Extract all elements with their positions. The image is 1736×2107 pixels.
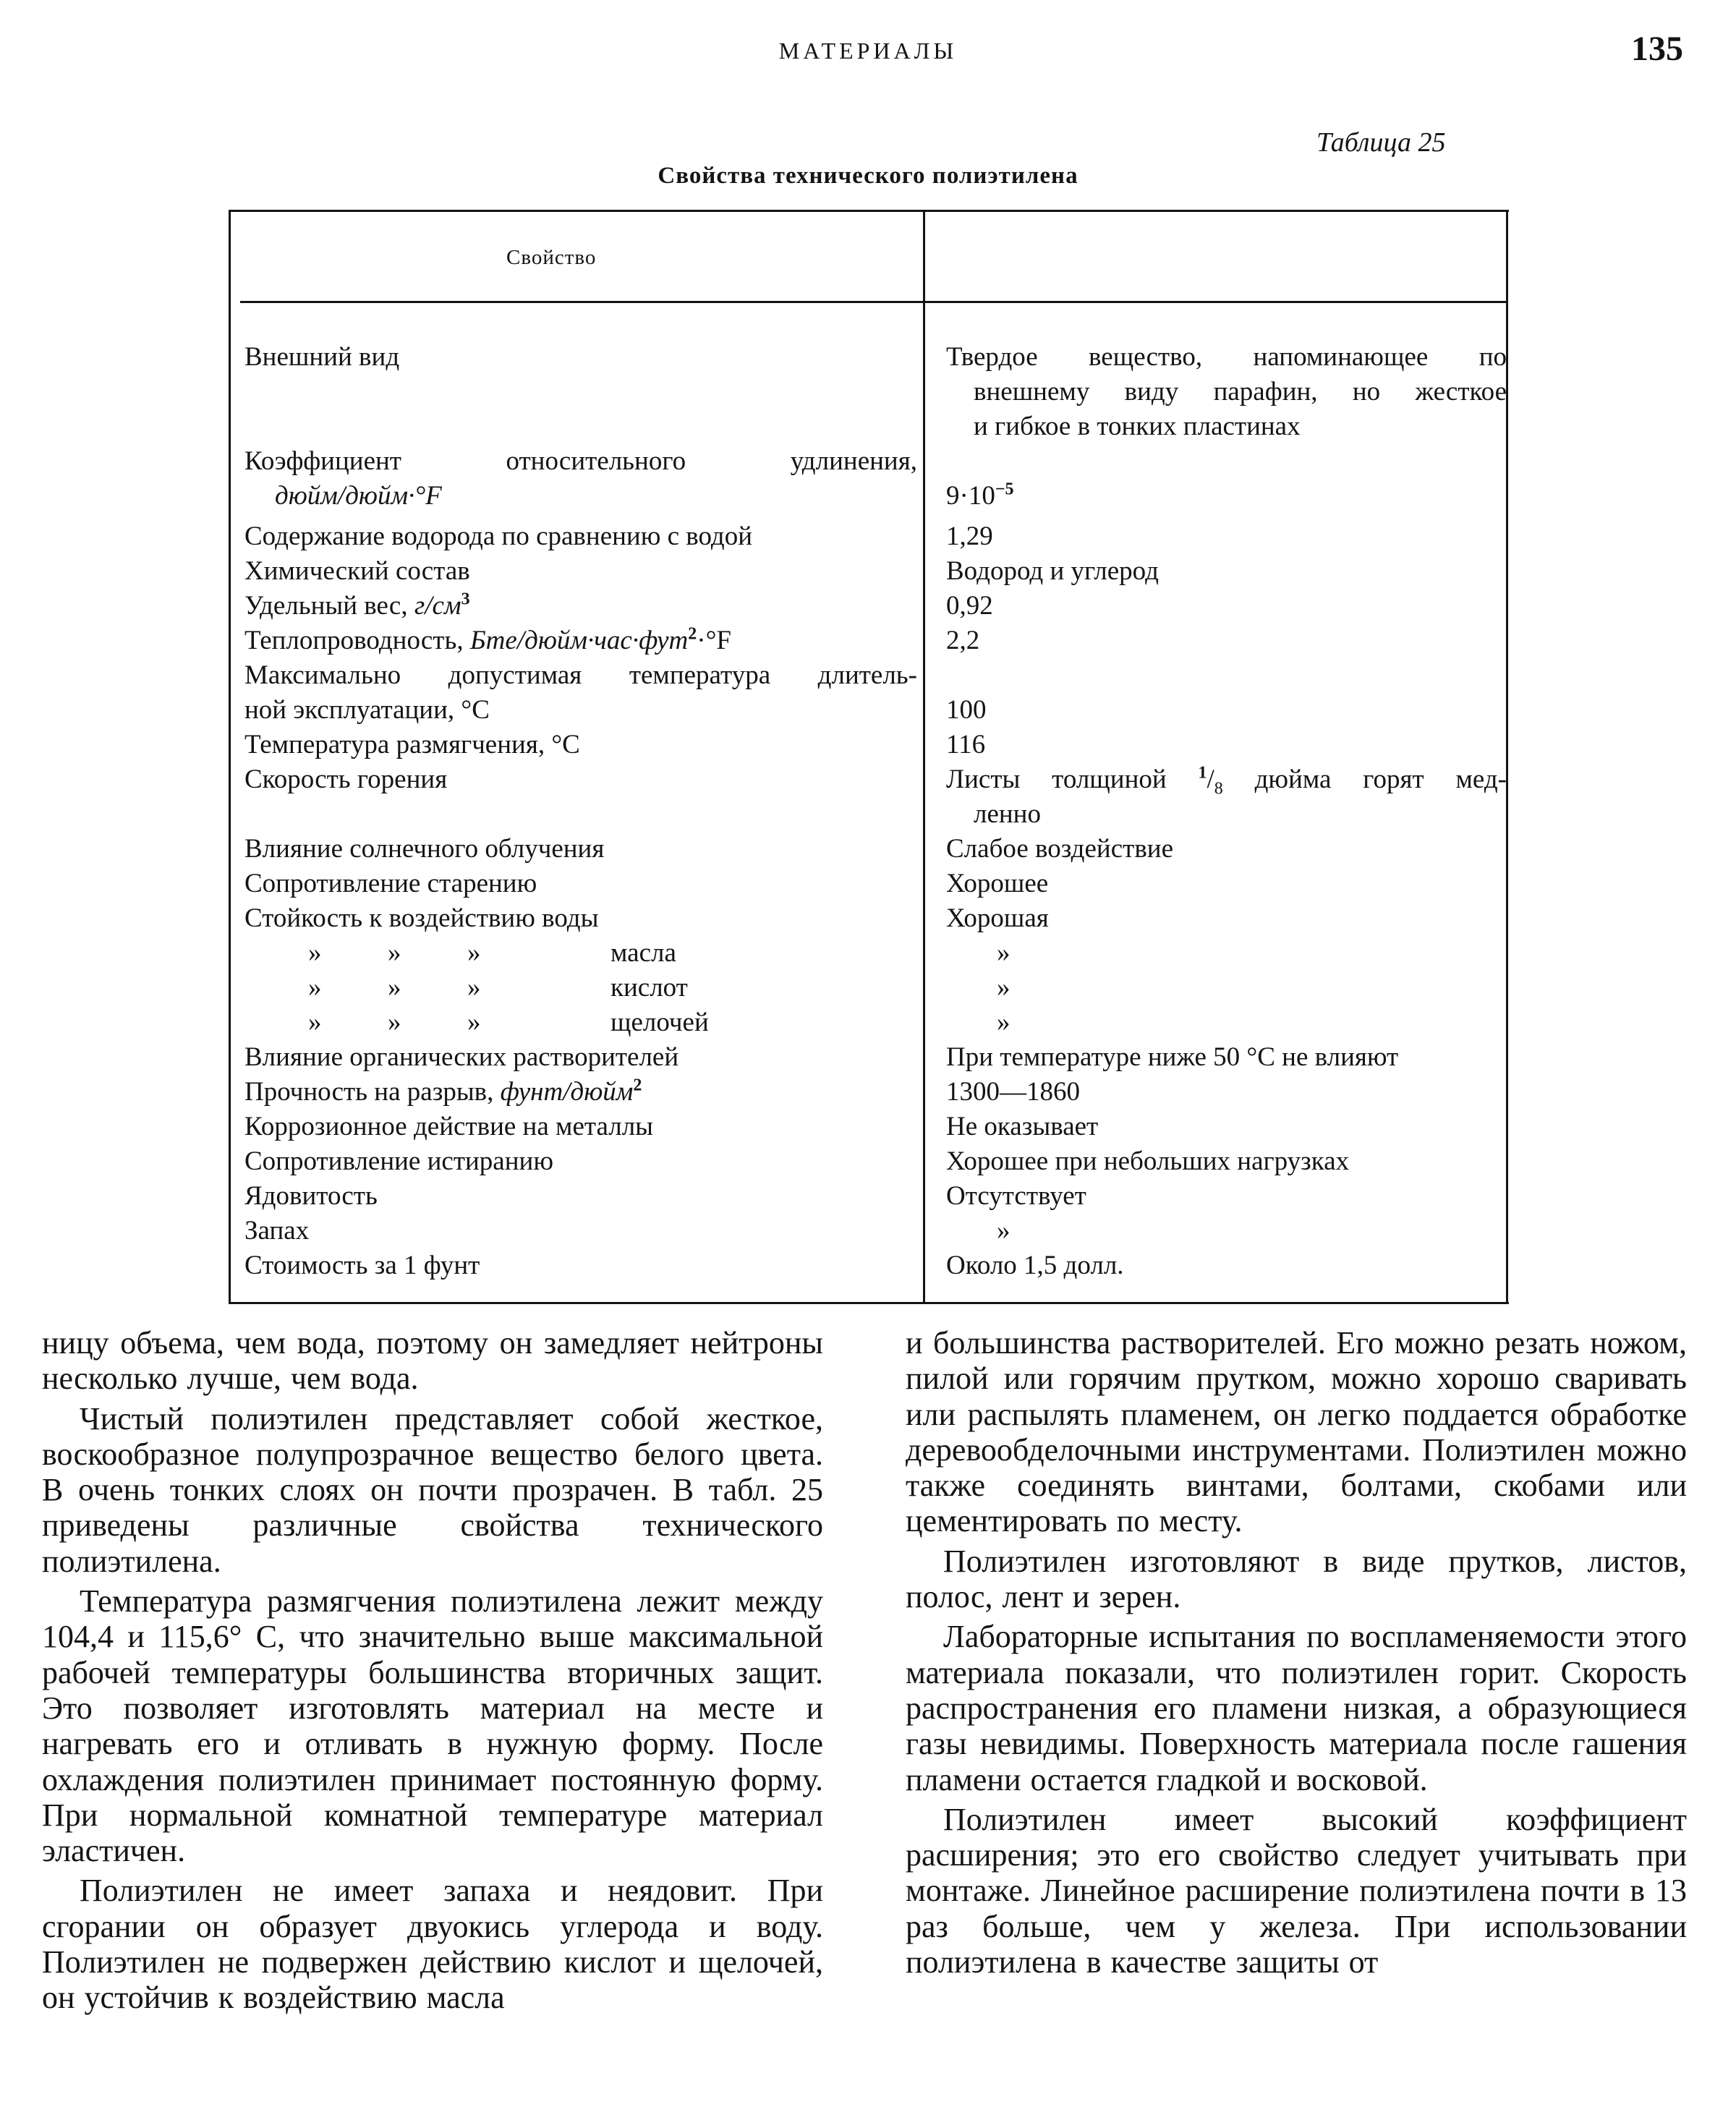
body-column-left bbox=[42, 1325, 823, 2020]
value-cell: Около 1,5 долл. bbox=[946, 1251, 1124, 1280]
property-cell: Химический состав bbox=[244, 556, 470, 586]
ditto-mark: » bbox=[388, 938, 401, 968]
paragraph: Чистый полиэтилен представляет собой жесткое, воскообразное полупрозрачное вещество белого цвета. В очень тонких слоях он почти прозрачен. В табл. 25 приведены различные свойства технического полиэтилена. bbox=[42, 1400, 823, 1579]
paragraph: Полиэтилен имеет высокий коэффициент расширения; это его свойство следует учитывать при монтаже. Линейное расширение полиэтилена почти в 13 раз больше, чем у железа. При использовании полиэтилена в качестве защиты от bbox=[906, 1801, 1687, 1980]
property-cell: Теплопроводность, Бте/дюйм·час·фут$^2$·°F bbox=[244, 624, 731, 655]
table-label: Таблица 25 bbox=[1316, 127, 1446, 158]
value-cell: » bbox=[997, 1008, 1010, 1037]
paragraph: Полиэтилен не имеет запаха и неядовит. При сгорании он образует двуокись углерода и воду. Полиэтилен не подвержен действию кислот и щелочей, он устойчив к воздействию масла bbox=[42, 1873, 823, 2016]
value-cell: » bbox=[997, 973, 1010, 1003]
page-number: 135 bbox=[1631, 30, 1683, 68]
running-head: МАТЕРИАЛЫ bbox=[778, 38, 958, 64]
ditto-mark: » bbox=[308, 938, 322, 968]
property-cell: Стоимость за 1 фунт bbox=[244, 1251, 480, 1280]
value-cell: Водород и углерод bbox=[946, 556, 1159, 586]
body-column-right bbox=[906, 1325, 1687, 1984]
property-cell: Прочность на разрыв, фунт/дюйм$^2$ bbox=[244, 1076, 642, 1107]
value-cell: Не оказывает bbox=[946, 1112, 1099, 1141]
value-cell: Отсутствует bbox=[946, 1181, 1086, 1211]
value-cell: $9\cdot 10^{-5}$ bbox=[946, 480, 1014, 511]
ditto-mark: » bbox=[308, 973, 322, 1003]
value-cell: Твердое вещество, напоминающее по внешнему виду парафин, но жесткое и гибкое в тонких пластинах bbox=[946, 342, 1507, 441]
value-cell: 0,92 bbox=[946, 591, 993, 621]
property-cell: Влияние солнечного облучения bbox=[244, 834, 605, 864]
paragraph: Полиэтилен изготовляют в виде прутков, листов, полос, лент и зерен. bbox=[906, 1543, 1687, 1615]
value-cell: При температуре ниже 50 °C не влияют bbox=[946, 1042, 1399, 1072]
paragraph: Температура размягчения полиэтилена лежит между 104,4 и 115,6° C, что значительно выше максимальной рабочей температуры большинства вторичных защит. Это позволяет изготовлять материал на месте и нагревать его и отливать в нужную форму. После охлаждения полиэтилен принимает постоянную форму. При нормальной комнатной температуре материал эластичен. bbox=[42, 1583, 823, 1869]
table-top-rule bbox=[229, 210, 1509, 212]
value-cell: 100 bbox=[946, 695, 987, 725]
table-bottom-rule bbox=[229, 1302, 1509, 1304]
ditto-mark: » bbox=[467, 938, 481, 968]
property-cell: Сопротивление истиранию bbox=[244, 1146, 553, 1176]
value-cell: 1,29 bbox=[946, 522, 993, 551]
paragraph: ницу объема, чем вода, поэтому он замедляет нейтроны несколько лучше, чем вода. bbox=[42, 1325, 823, 1397]
property-cell: Стойкость к воздействию воды bbox=[244, 903, 599, 933]
value-cell: Хорошая bbox=[946, 903, 1049, 933]
properties-table: Внешний вид Твердое вещество, напоминающее по внешнему виду парафин, но жесткое и гибкое в тонких пластинах Коэффициент относительного удлинения, дюйм/дюйм·°F $9\cdot 10^{-5}$ Содержание водорода по сравнению с водой 1,29 Химический состав Водород и углерод Удельный вес, $г/см^3$ 0,92 Теплопроводность, Бте/дюйм·час·фут$^2$·°F 2,2 Максимально допустимая температура длитель- ной эксплуатации, °C 100 Температура размягчения, °C 116 Скорость горения Листы толщиной $^1/_8$ дюйма горят мед- ленно Влияние солнечного облучения Слабое воздействие Сопротивление старению Хорошее Стойкость к воздействию воды Хорошая » » » масла » » » » кислот » » » » щелочей » Влияние органических растворителей При температуре ниже 50 °C не влияют Прочность на разрыв, фунт/дюйм$^2$ 1300—1860 Коррозионное действие на металлы Не оказывает Сопротивление истиранию Хорошее при небольших нагрузках Ядовитость Отсутствует Запах » Стоимость за 1 фунт Около 1,5 долл. bbox=[229, 302, 1507, 1301]
table-column-header: Свойство bbox=[506, 246, 597, 269]
value-cell: Хорошее при небольших нагрузках bbox=[946, 1146, 1350, 1176]
value-cell: 116 bbox=[946, 730, 986, 759]
value-cell: Слабое воздействие bbox=[946, 834, 1174, 864]
paragraph: и большинства растворителей. Его можно резать ножом, пилой или горячим прутком, можно хорошо сваривать или распылять пламенем, он легко поддается обработке деревообделочными инструментами. Полиэтилен можно также соединять винтами, болтами, скобами или цементировать по месту. bbox=[906, 1325, 1687, 1539]
property-cell: Температура размягчения, °C bbox=[244, 730, 580, 759]
value-cell: 1300—1860 bbox=[946, 1077, 1080, 1107]
value-cell: » bbox=[997, 1216, 1010, 1246]
property-cell: Удельный вес, $г/см^3$ bbox=[244, 589, 470, 621]
table-title: Свойства технического полиэтилена bbox=[658, 163, 1078, 189]
ditto-mark: » bbox=[388, 1008, 401, 1037]
ditto-mark: » bbox=[308, 1008, 322, 1037]
property-cell: Коррозионное действие на металлы bbox=[244, 1112, 654, 1141]
property-cell: Сопротивление старению bbox=[244, 869, 537, 898]
property-cell: Скорость горения bbox=[244, 765, 448, 794]
value-cell: Хорошее bbox=[946, 869, 1049, 898]
property-cell: Запах bbox=[244, 1216, 310, 1246]
property-cell: Ядовитость bbox=[244, 1181, 378, 1211]
ditto-mark: » bbox=[467, 973, 481, 1003]
property-cell: Влияние органических растворителей bbox=[244, 1042, 679, 1072]
property-cell: Максимально допустимая температура длитель- ной эксплуатации, °C bbox=[244, 660, 917, 725]
ditto-mark: » bbox=[388, 973, 401, 1003]
value-cell: 2,2 bbox=[946, 626, 980, 655]
ditto-mark: » bbox=[467, 1008, 481, 1037]
property-cell: Внешний вид bbox=[244, 342, 400, 372]
value-cell: Листы толщиной $^1/_8$ дюйма горят мед- ленно bbox=[946, 763, 1507, 829]
value-cell: » bbox=[997, 938, 1010, 968]
property-cell: Содержание водорода по сравнению с водой bbox=[244, 522, 753, 551]
property-cell: Коэффициент относительного удлинения, дюйм/дюйм·°F bbox=[244, 446, 917, 511]
paragraph: Лабораторные испытания по воспламеняемости этого материала показали, что полиэтилен горит. Скорость распространения его пламени низкая, а образующиеся газы невидимы. Поверхность материала после гашения пламени остается гладкой и восковой. bbox=[906, 1619, 1687, 1797]
